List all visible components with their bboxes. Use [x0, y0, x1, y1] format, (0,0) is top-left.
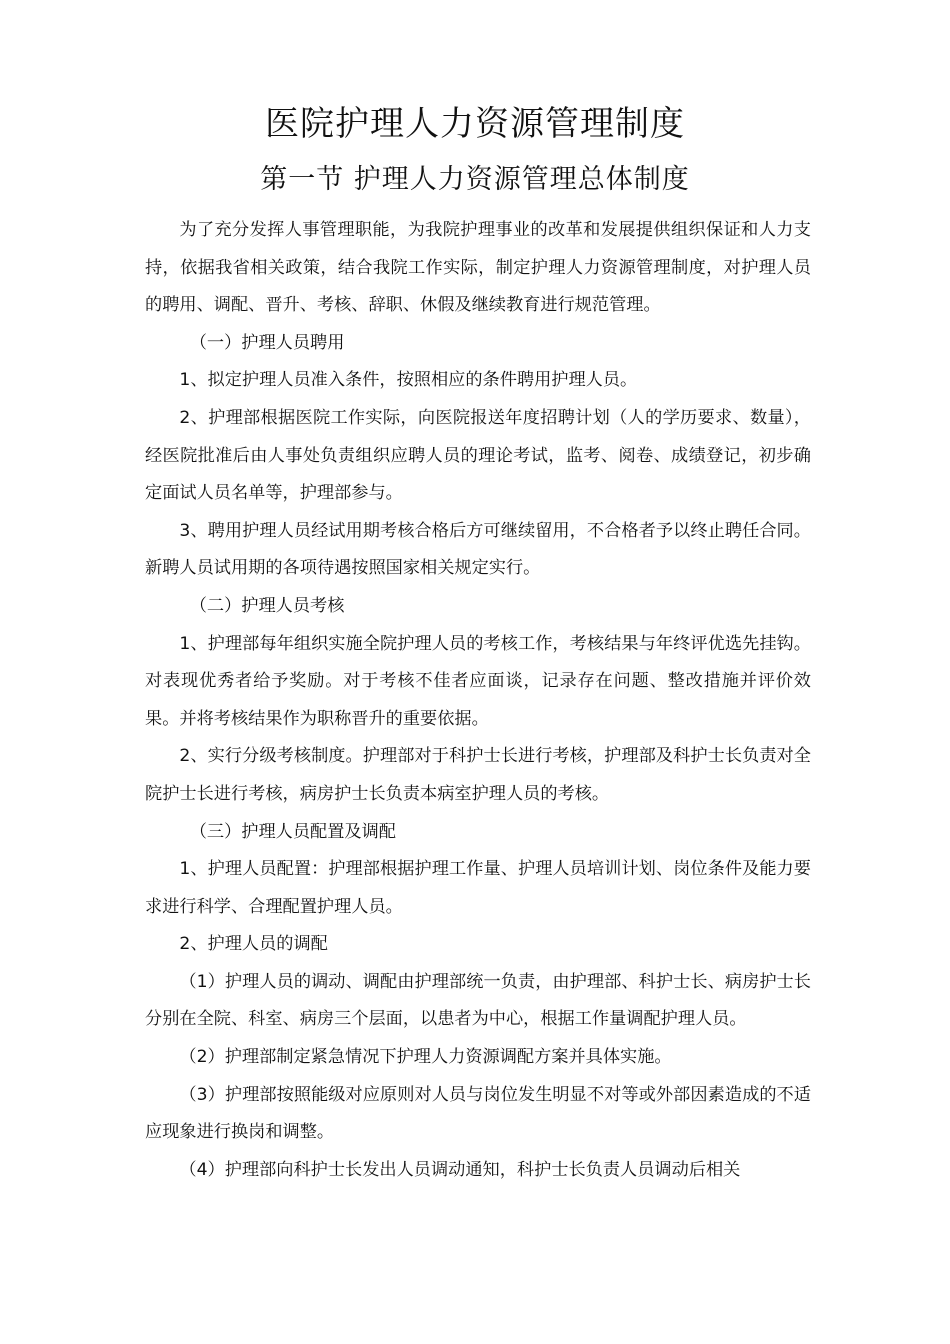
section-heading-recruitment: （一）护理人员聘用	[189, 332, 345, 353]
paragraph: （4）护理部向科护士长发出人员调动通知，科护士长负责人员调动后相关	[179, 1159, 741, 1180]
paragraph: 3、聘用护理人员经试用期考核合格后方可继续留用，不合格者予以终止聘任合同。新聘人员试用期的各项待遇按照国家相关规定实行。	[145, 520, 811, 579]
paragraph: 2、护理部根据医院工作实际，向医院报送年度招聘计划（人的学历要求、数量），经医院批准后由人事处负责组织应聘人员的理论考试，监考、阅卷、成绩登记，初步确定面试人员名单等，护理部参与。	[145, 407, 811, 504]
document-body	[145, 212, 811, 1189]
subsection-heading: 2、护理人员的调配	[179, 934, 328, 955]
document-title: 医院护理人力资源管理制度	[265, 104, 685, 144]
paragraph: 1、护理人员配置：护理部根据护理工作量、护理人员培训计划、岗位条件及能力要求进行科学、合理配置护理人员。	[145, 859, 811, 917]
paragraph-intro: 为了充分发挥人事管理职能，为我院护理事业的改革和发展提供组织保证和人力支持，依据我省相关政策，结合我院工作实际，制定护理人力资源管理制度，对护理人员的聘用、调配、晋升、考核、辞职、休假及继续教育进行规范管理。	[145, 220, 811, 316]
paragraph: （1）护理人员的调动、调配由护理部统一负责，由护理部、科护士长、病房护士长分别在全院、科室、病房三个层面，以患者为中心，根据工作量调配护理人员。	[145, 971, 811, 1030]
section-heading-allocation: （三）护理人员配置及调配	[189, 821, 396, 842]
section-title: 第一节 护理人力资源管理总体制度	[260, 164, 690, 195]
paragraph: 1、护理部每年组织实施全院护理人员的考核工作，考核结果与年终评优选先挂钩。对表现优秀者给予奖励。对于考核不佳者应面谈，记录存在问题、整改措施并评价效果。并将考核结果作为职称晋升的重要依据。	[145, 633, 811, 729]
paragraph: 1、拟定护理人员准入条件，按照相应的条件聘用护理人员。	[179, 370, 638, 391]
paragraph: 2、实行分级考核制度。护理部对于科护士长进行考核，护理部及科护士长负责对全院护士长进行考核，病房护士长负责本病室护理人员的考核。	[145, 746, 811, 804]
paragraph: （3）护理部按照能级对应原则对人员与岗位发生明显不对等或外部因素造成的不适应现象进行换岗和调整。	[145, 1084, 811, 1143]
paragraph: （2）护理部制定紧急情况下护理人力资源调配方案并具体实施。	[179, 1047, 672, 1068]
section-heading-assessment: （二）护理人员考核	[189, 595, 345, 616]
